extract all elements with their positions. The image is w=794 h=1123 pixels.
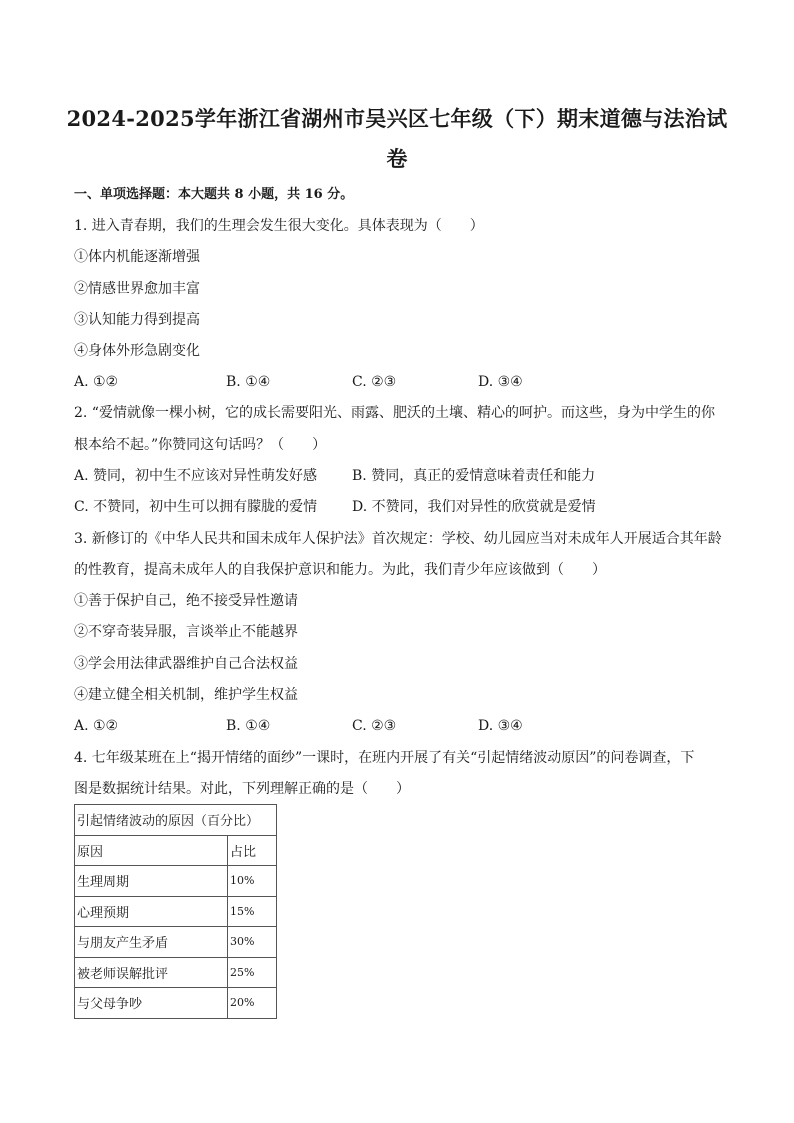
q1-option-b: B. ①④	[226, 374, 271, 390]
q1-item-1: ①体内机能逐渐增强	[74, 249, 200, 265]
table-cell-percent: 10%	[228, 866, 277, 897]
q1-option-a: A. ①②	[74, 374, 119, 390]
q2-option-a: A. 赞同，初中生不应该对异性萌发好感	[74, 468, 318, 484]
q1-option-c: C. ②③	[352, 374, 397, 390]
q1-item-3: ③认知能力得到提高	[74, 312, 200, 328]
table-cell-cause: 心理预期	[75, 896, 228, 927]
q3-stem-line1: 3. 新修订的《中华人民共和国未成年人保护法》首次规定：学校、幼儿园应当对未成年人开展适合其年龄	[74, 531, 722, 547]
table-row	[75, 866, 277, 897]
q1-stem: 1. 进入青春期，我们的生理会发生很大变化。具体表现为（ ）	[74, 218, 484, 234]
q2-option-c: C. 不赞同，初中生可以拥有朦胧的爱情	[74, 499, 318, 515]
q1-option-d: D. ③④	[478, 374, 523, 390]
q3-option-b: B. ①④	[226, 718, 271, 734]
q3-option-c: C. ②③	[352, 718, 397, 734]
table-caption-row	[75, 805, 277, 836]
q2-option-d: D. 不赞同，我们对异性的欣赏就是爱情	[352, 499, 596, 515]
table-caption: 引起情绪波动的原因（百分比）	[75, 805, 277, 836]
table-header-percent: 占比	[228, 835, 277, 866]
exam-title-line2: 卷	[386, 146, 408, 171]
q3-item-3: ③学会用法律武器维护自己合法权益	[74, 656, 298, 672]
q2-option-b: B. 赞同，真正的爱情意味着责任和能力	[352, 468, 596, 484]
table-row	[75, 957, 277, 988]
q2-stem-line1: 2. “爱情就像一棵小树，它的成长需要阳光、雨露、肥沃的土壤、精心的呵护。而这些，身为中学生的你	[74, 405, 715, 421]
q3-option-d: D. ③④	[478, 718, 523, 734]
q3-item-1: ①善于保护自己，绝不接受异性邀请	[74, 593, 298, 609]
q3-stem-line2: 的性教育，提高未成年人的自我保护意识和能力。为此，我们青少年应该做到（ ）	[74, 562, 606, 578]
q1-item-4: ④身体外形急剧变化	[74, 343, 200, 359]
table-cell-cause: 与父母争吵	[75, 988, 228, 1019]
exam-title-line1: 2024-2025学年浙江省湖州市吴兴区七年级（下）期末道德与法治试	[66, 106, 728, 131]
table-cell-cause: 生理周期	[75, 866, 228, 897]
q3-item-2: ②不穿奇装异服，言谈举止不能越界	[74, 624, 298, 640]
table-row	[75, 927, 277, 958]
q1-item-2: ②情感世界愈加丰富	[74, 281, 200, 297]
table-cell-cause: 与朋友产生矛盾	[75, 927, 228, 958]
table-header-cause: 原因	[75, 835, 228, 866]
table-cell-percent: 30%	[228, 927, 277, 958]
q4-stem-line2: 图是数据统计结果。对此，下列理解正确的是（ ）	[74, 781, 410, 797]
table-header-row	[75, 835, 277, 866]
table-cell-cause: 被老师误解批评	[75, 957, 228, 988]
q3-item-4: ④建立健全相关机制，维护学生权益	[74, 687, 298, 703]
q2-stem-line2: 根本给不起。”你赞同这句话吗？（ ）	[74, 437, 327, 453]
q4-stem-line1: 4. 七年级某班在上“揭开情绪的面纱”一课时，在班内开展了有关“引起情绪波动原因”的问卷调查，下	[74, 750, 695, 766]
table-row	[75, 896, 277, 927]
table-row	[75, 988, 277, 1019]
table-cell-percent: 20%	[228, 988, 277, 1019]
table-cell-percent: 25%	[228, 957, 277, 988]
table-cell-percent: 15%	[228, 896, 277, 927]
emotion-causes-table	[74, 804, 277, 1019]
section-heading: 一、单项选择题：本大题共 8 小题，共 16 分。	[74, 187, 354, 202]
q3-option-a: A. ①②	[74, 718, 119, 734]
